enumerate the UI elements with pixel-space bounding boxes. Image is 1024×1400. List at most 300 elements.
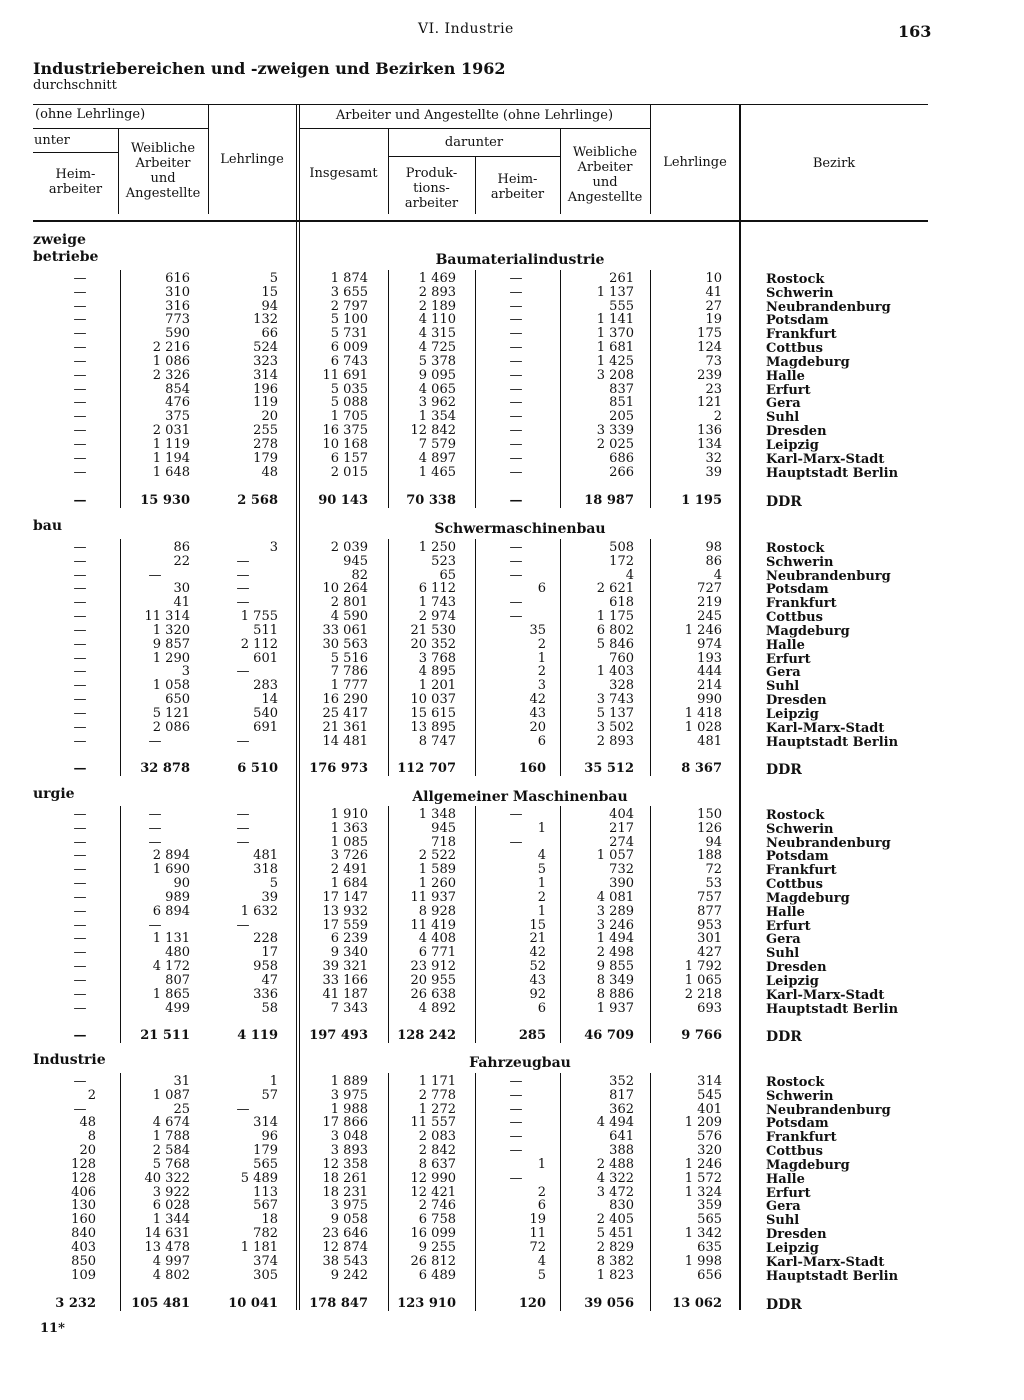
cell-produktion: 6 758 xyxy=(418,1212,456,1228)
district-name: Rostock xyxy=(766,1075,825,1090)
cell-lehrl: 23 xyxy=(705,381,722,397)
cell-left-weibl: 30 xyxy=(173,581,190,597)
cell-produktion: 26 812 xyxy=(410,1253,456,1269)
cell-left-weibl: 13 478 xyxy=(144,1239,190,1255)
cell-produktion: 2 522 xyxy=(418,848,456,864)
cell-heim: 35 xyxy=(529,622,546,638)
section-title: Baumaterialindustrie xyxy=(435,252,605,268)
cell-left-lehrl: 2 112 xyxy=(240,636,278,652)
cell-produktion: 12 990 xyxy=(410,1170,456,1186)
cell-left-lehrl: 18 xyxy=(261,1212,278,1228)
cell-left-heim: — xyxy=(73,271,87,286)
cell-produktion: 4 065 xyxy=(418,381,456,397)
cell-lehrl: 39 xyxy=(705,464,722,480)
header-produktionsarbeiter: Produk- tions- arbeiter xyxy=(404,166,459,211)
cell-left-weibl: — xyxy=(148,820,162,836)
header-left-weibliche: Weibliche Arbeiter und Angestellte xyxy=(125,141,201,201)
cell-produktion: 945 xyxy=(431,820,456,836)
cell-heim: — xyxy=(509,553,523,569)
cell-heim: 43 xyxy=(529,705,546,721)
cell-left-weibl: — xyxy=(148,733,162,749)
section-column-rule xyxy=(475,806,476,1043)
cell-weibl: 328 xyxy=(609,678,634,694)
cell-produktion: 4 895 xyxy=(418,664,456,680)
district-name: Leipzig xyxy=(766,437,819,453)
cell-weibl: 274 xyxy=(609,834,634,850)
cell-produktion: 8 637 xyxy=(418,1156,456,1172)
cell-lehrl: 4 xyxy=(713,567,722,583)
cell-heim: 11 xyxy=(529,1226,546,1242)
cell-left-weibl: 1 194 xyxy=(152,450,190,466)
district-name: Magdeburg xyxy=(766,1157,850,1173)
cell-left-weibl: 1 865 xyxy=(152,986,190,1002)
district-name: Halle xyxy=(766,904,805,920)
cell-insgesamt: 1 910 xyxy=(330,807,368,822)
total-label: DDR xyxy=(766,1297,802,1313)
district-name: Gera xyxy=(766,396,801,412)
cell-weibl: 2 405 xyxy=(596,1212,634,1228)
cell-insgesamt: 17 147 xyxy=(322,889,368,905)
cell-weibl: 3 743 xyxy=(596,692,634,708)
cell-lehrl: 727 xyxy=(697,581,722,597)
cell-produktion: 11 937 xyxy=(410,889,456,905)
cell-left-weibl: 1 344 xyxy=(152,1212,190,1228)
cell-left-lehrl: 601 xyxy=(253,650,278,666)
cell-left-lehrl: 17 xyxy=(261,945,278,961)
cell-produktion: 4 725 xyxy=(418,340,456,356)
cell-left-weibl: 316 xyxy=(165,298,190,314)
total-cell-lehrl: 8 367 xyxy=(681,761,722,776)
district-name: Dresden xyxy=(766,424,827,440)
cell-lehrl: 73 xyxy=(705,353,722,369)
cell-left-lehrl: 132 xyxy=(253,312,278,328)
cell-produktion: 1 171 xyxy=(418,1074,456,1089)
cell-insgesamt: 7 343 xyxy=(330,1000,368,1016)
cell-heim: — xyxy=(509,1129,523,1145)
cell-left-lehrl: 283 xyxy=(253,678,278,694)
cell-heim: — xyxy=(509,312,523,328)
cell-left-heim: — xyxy=(73,945,87,961)
cell-heim: 72 xyxy=(529,1239,546,1255)
cell-heim: — xyxy=(509,326,523,342)
header-rule-darunter xyxy=(388,156,560,157)
cell-insgesamt: 5 731 xyxy=(330,326,368,342)
cell-left-heim: 130 xyxy=(71,1198,96,1214)
district-name: Frankfurt xyxy=(766,327,837,343)
cell-left-weibl: 1 290 xyxy=(152,650,190,666)
total-cell-left-weibl: 32 878 xyxy=(140,761,190,776)
cell-left-lehrl: 323 xyxy=(253,353,278,369)
cell-left-weibl: 11 314 xyxy=(144,609,190,625)
cell-produktion: 16 099 xyxy=(410,1226,456,1242)
cell-left-weibl: 616 xyxy=(165,271,190,286)
cell-lehrl: 1 572 xyxy=(684,1170,722,1186)
cell-weibl: 261 xyxy=(609,271,634,286)
cell-insgesamt: 2 797 xyxy=(330,298,368,314)
cell-insgesamt: 6 743 xyxy=(330,353,368,369)
cell-left-weibl: 2 894 xyxy=(152,848,190,864)
cell-weibl: 9 855 xyxy=(596,959,634,975)
cell-produktion: 13 895 xyxy=(410,719,456,735)
cell-produktion: 9 095 xyxy=(418,367,456,383)
cell-produktion: 2 746 xyxy=(418,1198,456,1214)
cell-heim: — xyxy=(509,540,523,555)
cell-lehrl: 1 418 xyxy=(684,705,722,721)
header-left-group: (ohne Lehrlinge) xyxy=(35,107,146,122)
cell-heim: 92 xyxy=(529,986,546,1002)
cell-produktion: 3 768 xyxy=(418,650,456,666)
cell-produktion: 21 530 xyxy=(410,622,456,638)
cell-left-lehrl: 15 xyxy=(261,284,278,300)
district-name: Neubrandenburg xyxy=(766,835,891,851)
total-cell-left-lehrl: 10 041 xyxy=(228,1296,278,1311)
cell-lehrl: 565 xyxy=(697,1212,722,1228)
district-name: Halle xyxy=(766,637,805,653)
cell-insgesamt: 2 039 xyxy=(330,540,368,555)
cell-left-heim: — xyxy=(73,959,87,975)
cell-heim: 3 xyxy=(537,678,546,694)
cell-produktion: 2 974 xyxy=(418,609,456,625)
cell-weibl: 404 xyxy=(609,807,634,822)
cell-heim: 19 xyxy=(529,1212,546,1228)
cell-lehrl: 134 xyxy=(697,436,722,452)
total-cell-left-weibl: 15 930 xyxy=(140,493,190,508)
cell-left-heim: — xyxy=(73,862,87,878)
cell-heim: — xyxy=(509,1170,523,1186)
cell-weibl: 1 403 xyxy=(596,664,634,680)
cell-produktion: 4 315 xyxy=(418,326,456,342)
cell-left-weibl: 2 216 xyxy=(152,340,190,356)
cell-produktion: 2 083 xyxy=(418,1129,456,1145)
header-bezirk: Bezirk xyxy=(812,156,856,171)
cell-left-heim: — xyxy=(73,986,87,1002)
cell-left-lehrl: 119 xyxy=(253,395,278,411)
cell-produktion: 4 408 xyxy=(418,931,456,947)
cell-left-lehrl: — xyxy=(236,664,250,680)
total-cell-left-lehrl: 2 568 xyxy=(237,493,278,508)
cell-lehrl: 121 xyxy=(697,395,722,411)
cell-left-weibl: — xyxy=(148,807,162,822)
cell-left-lehrl: 57 xyxy=(261,1087,278,1103)
district-name: Karl-Marx-Stadt xyxy=(766,1254,885,1270)
cell-left-heim: — xyxy=(73,464,87,480)
district-name: Cottbus xyxy=(766,610,823,626)
cell-left-weibl: 5 121 xyxy=(152,705,190,721)
cell-produktion: 4 897 xyxy=(418,450,456,466)
cell-produktion: 10 037 xyxy=(410,692,456,708)
header-right-weibliche: Weibliche Arbeiter und Angestellte xyxy=(567,145,643,205)
district-name: Schwerin xyxy=(766,1088,834,1104)
footnote-mark: 11* xyxy=(40,1321,65,1336)
cell-heim: 6 xyxy=(537,1198,546,1214)
cell-weibl: 3 289 xyxy=(596,903,634,919)
cell-lehrl: 150 xyxy=(697,807,722,822)
cell-left-weibl: 3 922 xyxy=(152,1184,190,1200)
cell-left-lehrl: 481 xyxy=(253,848,278,864)
cell-heim: 42 xyxy=(529,692,546,708)
cell-weibl: 4 322 xyxy=(596,1170,634,1186)
cell-left-weibl: 25 xyxy=(173,1101,190,1117)
cell-produktion: 5 378 xyxy=(418,353,456,369)
cell-produktion: 7 579 xyxy=(418,436,456,452)
cell-left-lehrl: 39 xyxy=(261,889,278,905)
cell-insgesamt: 3 975 xyxy=(330,1087,368,1103)
cell-lehrl: 1 324 xyxy=(684,1184,722,1200)
section-column-rule xyxy=(560,1073,561,1311)
cell-left-heim: — xyxy=(73,1074,87,1089)
cell-insgesamt: 3 726 xyxy=(330,848,368,864)
total-cell-left-heim: — xyxy=(73,1028,87,1043)
total-cell-left-weibl: 105 481 xyxy=(131,1296,190,1311)
cell-produktion: 2 842 xyxy=(418,1143,456,1159)
cell-produktion: 3 962 xyxy=(418,395,456,411)
cell-insgesamt: 13 932 xyxy=(322,903,368,919)
cell-left-heim: — xyxy=(73,409,87,425)
cell-left-heim: 406 xyxy=(71,1184,96,1200)
cell-insgesamt: 10 264 xyxy=(322,581,368,597)
cell-lehrl: 72 xyxy=(705,862,722,878)
cell-produktion: 1 589 xyxy=(418,862,456,878)
divider-left-right-a xyxy=(296,104,297,1310)
cell-left-heim: — xyxy=(73,733,87,749)
cell-heim: 2 xyxy=(537,889,546,905)
total-cell-insgesamt: 178 847 xyxy=(309,1296,368,1311)
cell-left-weibl: 1 087 xyxy=(152,1087,190,1103)
cell-lehrl: 656 xyxy=(697,1267,722,1283)
cell-heim: 2 xyxy=(537,1184,546,1200)
cell-left-heim: — xyxy=(73,650,87,666)
section-column-rule xyxy=(475,539,476,776)
cell-produktion: 20 352 xyxy=(410,636,456,652)
cell-lehrl: 1 065 xyxy=(684,972,722,988)
district-name: Erfurt xyxy=(766,651,811,667)
district-name: Gera xyxy=(766,1199,801,1215)
cell-lehrl: 1 028 xyxy=(684,719,722,735)
header-right-group: Arbeiter und Angestellte (ohne Lehrlinge) xyxy=(335,108,614,123)
total-cell-heim: 160 xyxy=(518,761,546,776)
cell-left-heim: — xyxy=(73,1101,87,1117)
cell-produktion: 26 638 xyxy=(410,986,456,1002)
cell-left-heim: — xyxy=(73,889,87,905)
cell-left-weibl: 2 326 xyxy=(152,367,190,383)
cell-weibl: 837 xyxy=(609,381,634,397)
section-left-label: zweige betriebe xyxy=(33,232,99,265)
cell-heim: — xyxy=(509,464,523,480)
district-name: Halle xyxy=(766,1171,805,1187)
cell-insgesamt: 10 168 xyxy=(322,436,368,452)
cell-lehrl: 314 xyxy=(697,1074,722,1089)
cell-weibl: 732 xyxy=(609,862,634,878)
district-name: Suhl xyxy=(766,679,800,695)
cell-weibl: 618 xyxy=(609,595,634,611)
cell-insgesamt: 33 061 xyxy=(322,622,368,638)
cell-left-lehrl: 5 xyxy=(269,271,278,286)
cell-heim: 6 xyxy=(537,733,546,749)
cell-left-lehrl: 565 xyxy=(253,1156,278,1172)
cell-weibl: 1 057 xyxy=(596,848,634,864)
cell-left-heim: — xyxy=(73,326,87,342)
page-number: 163 xyxy=(898,22,932,41)
cell-lehrl: 693 xyxy=(697,1000,722,1016)
cell-heim: — xyxy=(509,353,523,369)
cell-left-heim: — xyxy=(73,917,87,933)
district-name: Magdeburg xyxy=(766,890,850,906)
total-label: DDR xyxy=(766,762,802,778)
cell-weibl: 508 xyxy=(609,540,634,555)
cell-produktion: 20 955 xyxy=(410,972,456,988)
cell-left-weibl: 476 xyxy=(165,395,190,411)
cell-weibl: 3 246 xyxy=(596,917,634,933)
cell-lehrl: 32 xyxy=(705,450,722,466)
cell-left-heim: — xyxy=(73,553,87,569)
cell-left-heim: — xyxy=(73,367,87,383)
cell-left-lehrl: 113 xyxy=(253,1184,278,1200)
cell-left-heim: — xyxy=(73,848,87,864)
cell-left-heim: 128 xyxy=(71,1156,96,1172)
section-title: Fahrzeugbau xyxy=(469,1055,571,1071)
cell-weibl: 817 xyxy=(609,1087,634,1103)
district-name: Rostock xyxy=(766,541,825,556)
cell-lehrl: 188 xyxy=(697,848,722,864)
cell-insgesamt: 9 058 xyxy=(330,1212,368,1228)
cell-heim: 21 xyxy=(529,931,546,947)
cell-insgesamt: 12 358 xyxy=(322,1156,368,1172)
cell-left-lehrl: 958 xyxy=(253,959,278,975)
cell-left-weibl: 6 894 xyxy=(152,903,190,919)
total-cell-insgesamt: 90 143 xyxy=(318,493,368,508)
cell-produktion: 1 260 xyxy=(418,876,456,892)
total-label: DDR xyxy=(766,1029,802,1045)
cell-heim: — xyxy=(509,271,523,286)
cell-left-lehrl: 228 xyxy=(253,931,278,947)
cell-lehrl: 1 246 xyxy=(684,1156,722,1172)
cell-weibl: 5 137 xyxy=(596,705,634,721)
cell-lehrl: 94 xyxy=(705,834,722,850)
header-insgesamt: Insgesamt xyxy=(309,166,378,181)
district-name: Leipzig xyxy=(766,706,819,722)
cell-lehrl: 545 xyxy=(697,1087,722,1103)
cell-insgesamt: 5 088 xyxy=(330,395,368,411)
district-name: Gera xyxy=(766,665,801,681)
total-cell-produktion: 112 707 xyxy=(397,761,456,776)
cell-left-weibl: 86 xyxy=(173,540,190,555)
cell-weibl: 362 xyxy=(609,1101,634,1117)
cell-weibl: 1 425 xyxy=(596,353,634,369)
cell-lehrl: 126 xyxy=(697,820,722,836)
cell-lehrl: 359 xyxy=(697,1198,722,1214)
cell-left-weibl: 773 xyxy=(165,312,190,328)
cell-left-lehrl: 305 xyxy=(253,1267,278,1283)
cell-insgesamt: 2 015 xyxy=(330,464,368,480)
district-name: Leipzig xyxy=(766,1240,819,1256)
total-cell-lehrl: 1 195 xyxy=(681,493,722,508)
cell-heim: 1 xyxy=(537,650,546,666)
cell-weibl: 760 xyxy=(609,650,634,666)
cell-lehrl: 136 xyxy=(697,423,722,439)
cell-heim: — xyxy=(509,381,523,397)
district-name: Rostock xyxy=(766,272,825,287)
cell-weibl: 1 681 xyxy=(596,340,634,356)
section-left-label: urgie xyxy=(33,786,75,802)
cell-lehrl: 19 xyxy=(705,312,722,328)
cell-left-heim: — xyxy=(73,423,87,439)
cell-heim: 4 xyxy=(537,1253,546,1269)
cell-left-heim: 403 xyxy=(71,1239,96,1255)
cell-insgesamt: 1 705 xyxy=(330,409,368,425)
cell-left-lehrl: 94 xyxy=(261,298,278,314)
district-name: Cottbus xyxy=(766,341,823,357)
cell-weibl: 205 xyxy=(609,409,634,425)
cell-heim: 6 xyxy=(537,1000,546,1016)
cell-weibl: 1 141 xyxy=(596,312,634,328)
cell-weibl: 851 xyxy=(609,395,634,411)
cell-left-lehrl: 278 xyxy=(253,436,278,452)
cell-left-weibl: 989 xyxy=(165,889,190,905)
cell-weibl: 4 494 xyxy=(596,1115,634,1131)
section-column-rule xyxy=(650,539,651,776)
section-left-label: bau xyxy=(33,518,63,534)
cell-left-weibl: 1 320 xyxy=(152,622,190,638)
cell-insgesamt: 3 048 xyxy=(330,1129,368,1145)
header-rule-unter xyxy=(33,152,118,153)
cell-left-lehrl: — xyxy=(236,595,250,611)
cell-produktion: 2 893 xyxy=(418,284,456,300)
cell-insgesamt: 38 543 xyxy=(322,1253,368,1269)
cell-left-heim: — xyxy=(73,636,87,652)
cell-produktion: 718 xyxy=(431,834,456,850)
cell-weibl: 1 494 xyxy=(596,931,634,947)
cell-left-lehrl: 1 632 xyxy=(240,903,278,919)
cell-weibl: 5 451 xyxy=(596,1226,634,1242)
cell-left-lehrl: 20 xyxy=(261,409,278,425)
district-name: Leipzig xyxy=(766,973,819,989)
cell-insgesamt: 25 417 xyxy=(322,705,368,721)
cell-lehrl: 953 xyxy=(697,917,722,933)
cell-left-weibl: 1 058 xyxy=(152,678,190,694)
cell-insgesamt: 23 646 xyxy=(322,1226,368,1242)
cell-left-lehrl: 314 xyxy=(253,367,278,383)
cell-heim: — xyxy=(509,1101,523,1117)
section-column-rule xyxy=(475,270,476,508)
cell-insgesamt: 9 242 xyxy=(330,1267,368,1283)
section-column-rule xyxy=(560,539,561,776)
cell-lehrl: 301 xyxy=(697,931,722,947)
cell-weibl: 3 208 xyxy=(596,367,634,383)
cell-insgesamt: 16 290 xyxy=(322,692,368,708)
cell-left-weibl: 854 xyxy=(165,381,190,397)
cell-left-weibl: — xyxy=(148,834,162,850)
cell-left-lehrl: — xyxy=(236,581,250,597)
cell-left-lehrl: 3 xyxy=(269,540,278,555)
cell-left-lehrl: 782 xyxy=(253,1226,278,1242)
cell-insgesamt: 2 801 xyxy=(330,595,368,611)
district-name: Magdeburg xyxy=(766,354,850,370)
cell-heim: — xyxy=(509,567,523,583)
cell-produktion: 15 615 xyxy=(410,705,456,721)
cell-left-weibl: 1 788 xyxy=(152,1129,190,1145)
cell-weibl: 172 xyxy=(609,553,634,569)
cell-weibl: 2 893 xyxy=(596,733,634,749)
cell-produktion: 8 928 xyxy=(418,903,456,919)
cell-heim: — xyxy=(509,395,523,411)
district-name: Potsdam xyxy=(766,1116,829,1132)
divider-bezirk xyxy=(739,104,741,1310)
cell-insgesamt: 1 889 xyxy=(330,1074,368,1089)
cell-heim: — xyxy=(509,1115,523,1131)
cell-weibl: 4 xyxy=(625,567,634,583)
cell-produktion: 9 255 xyxy=(418,1239,456,1255)
cell-weibl: 641 xyxy=(609,1129,634,1145)
